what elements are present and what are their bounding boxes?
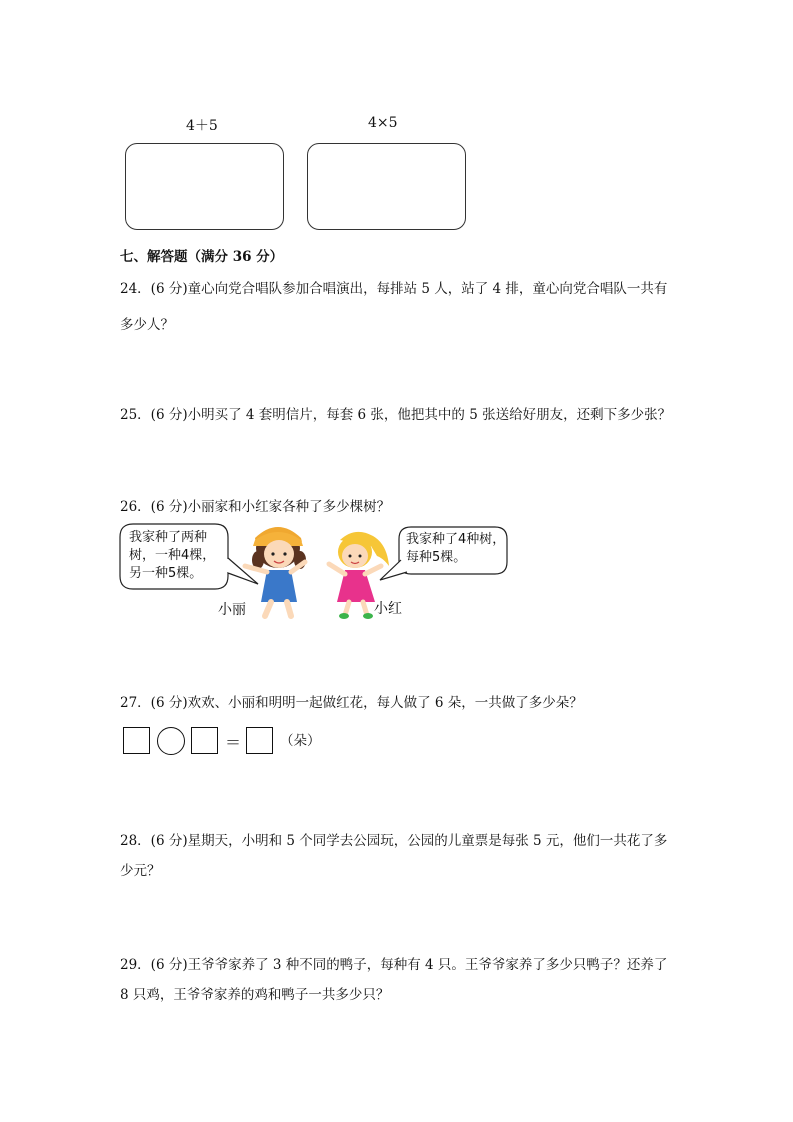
bubble-left-text bbox=[129, 529, 215, 583]
answer-box-right[interactable] bbox=[307, 143, 466, 230]
bubble-right-text bbox=[406, 531, 505, 567]
question-28-line1: 28．(6 分)星期天，小明和 5 个同学去公园玩，公园的儿童票是每张 5 元，他们一共花了多 bbox=[120, 833, 668, 849]
answer-box-left[interactable] bbox=[125, 143, 284, 230]
expression-right: 4×5 bbox=[368, 115, 398, 131]
bubble-left-line: 树，一种4棵， bbox=[129, 548, 216, 563]
bubble-right-line: 我家种了4种树， bbox=[406, 532, 506, 547]
answer-square-result[interactable] bbox=[246, 727, 273, 754]
unit-label: （朵） bbox=[280, 733, 321, 749]
section-heading: 七、解答题（满分 36 分） bbox=[120, 249, 284, 265]
bubble-left-line: 我家种了两种 bbox=[129, 530, 208, 545]
expression-left: 4＋5 bbox=[186, 118, 218, 134]
answer-square-2[interactable] bbox=[191, 727, 218, 754]
answer-square-1[interactable] bbox=[123, 727, 150, 754]
question-29-line2: 8 只鸡，王爷爷家养的鸡和鸭子一共多少只？ bbox=[120, 987, 390, 1003]
question-27-line1: 27．(6 分)欢欢、小丽和明明一起做红花，每人做了 6 朵，一共做了多少朵？ bbox=[120, 695, 583, 711]
name-label-xiaohong: 小红 bbox=[374, 601, 402, 617]
question-29-line1: 29．(6 分)王爷爷家养了 3 种不同的鸭子，每种有 4 只。王爷爷家养了多少只鸭子？还养了 bbox=[120, 957, 668, 973]
question-26-line1: 26．(6 分)小丽家和小红家各种了多少棵树？ bbox=[120, 499, 391, 515]
question-28-line2: 少元？ bbox=[120, 863, 161, 879]
question-24-line2: 多少人？ bbox=[120, 317, 174, 333]
equals-sign: ＝ bbox=[225, 733, 242, 752]
question-25-line1: 25．(6 分)小明买了 4 套明信片，每套 6 张，他把其中的 5 张送给好朋友，还剩下多少张？ bbox=[120, 407, 672, 423]
bubble-right-line: 每种5棵。 bbox=[406, 550, 467, 565]
operator-circle[interactable] bbox=[157, 727, 185, 755]
girl-xiaoli-illustration bbox=[245, 527, 306, 616]
name-label-xiaoli: 小丽 bbox=[218, 602, 246, 618]
bubble-left-line: 另一种5棵。 bbox=[129, 566, 203, 581]
question-24-line1: 24．(6 分)童心向党合唱队参加合唱演出，每排站 5 人，站了 4 排，童心向党合唱队一共有 bbox=[120, 281, 668, 297]
